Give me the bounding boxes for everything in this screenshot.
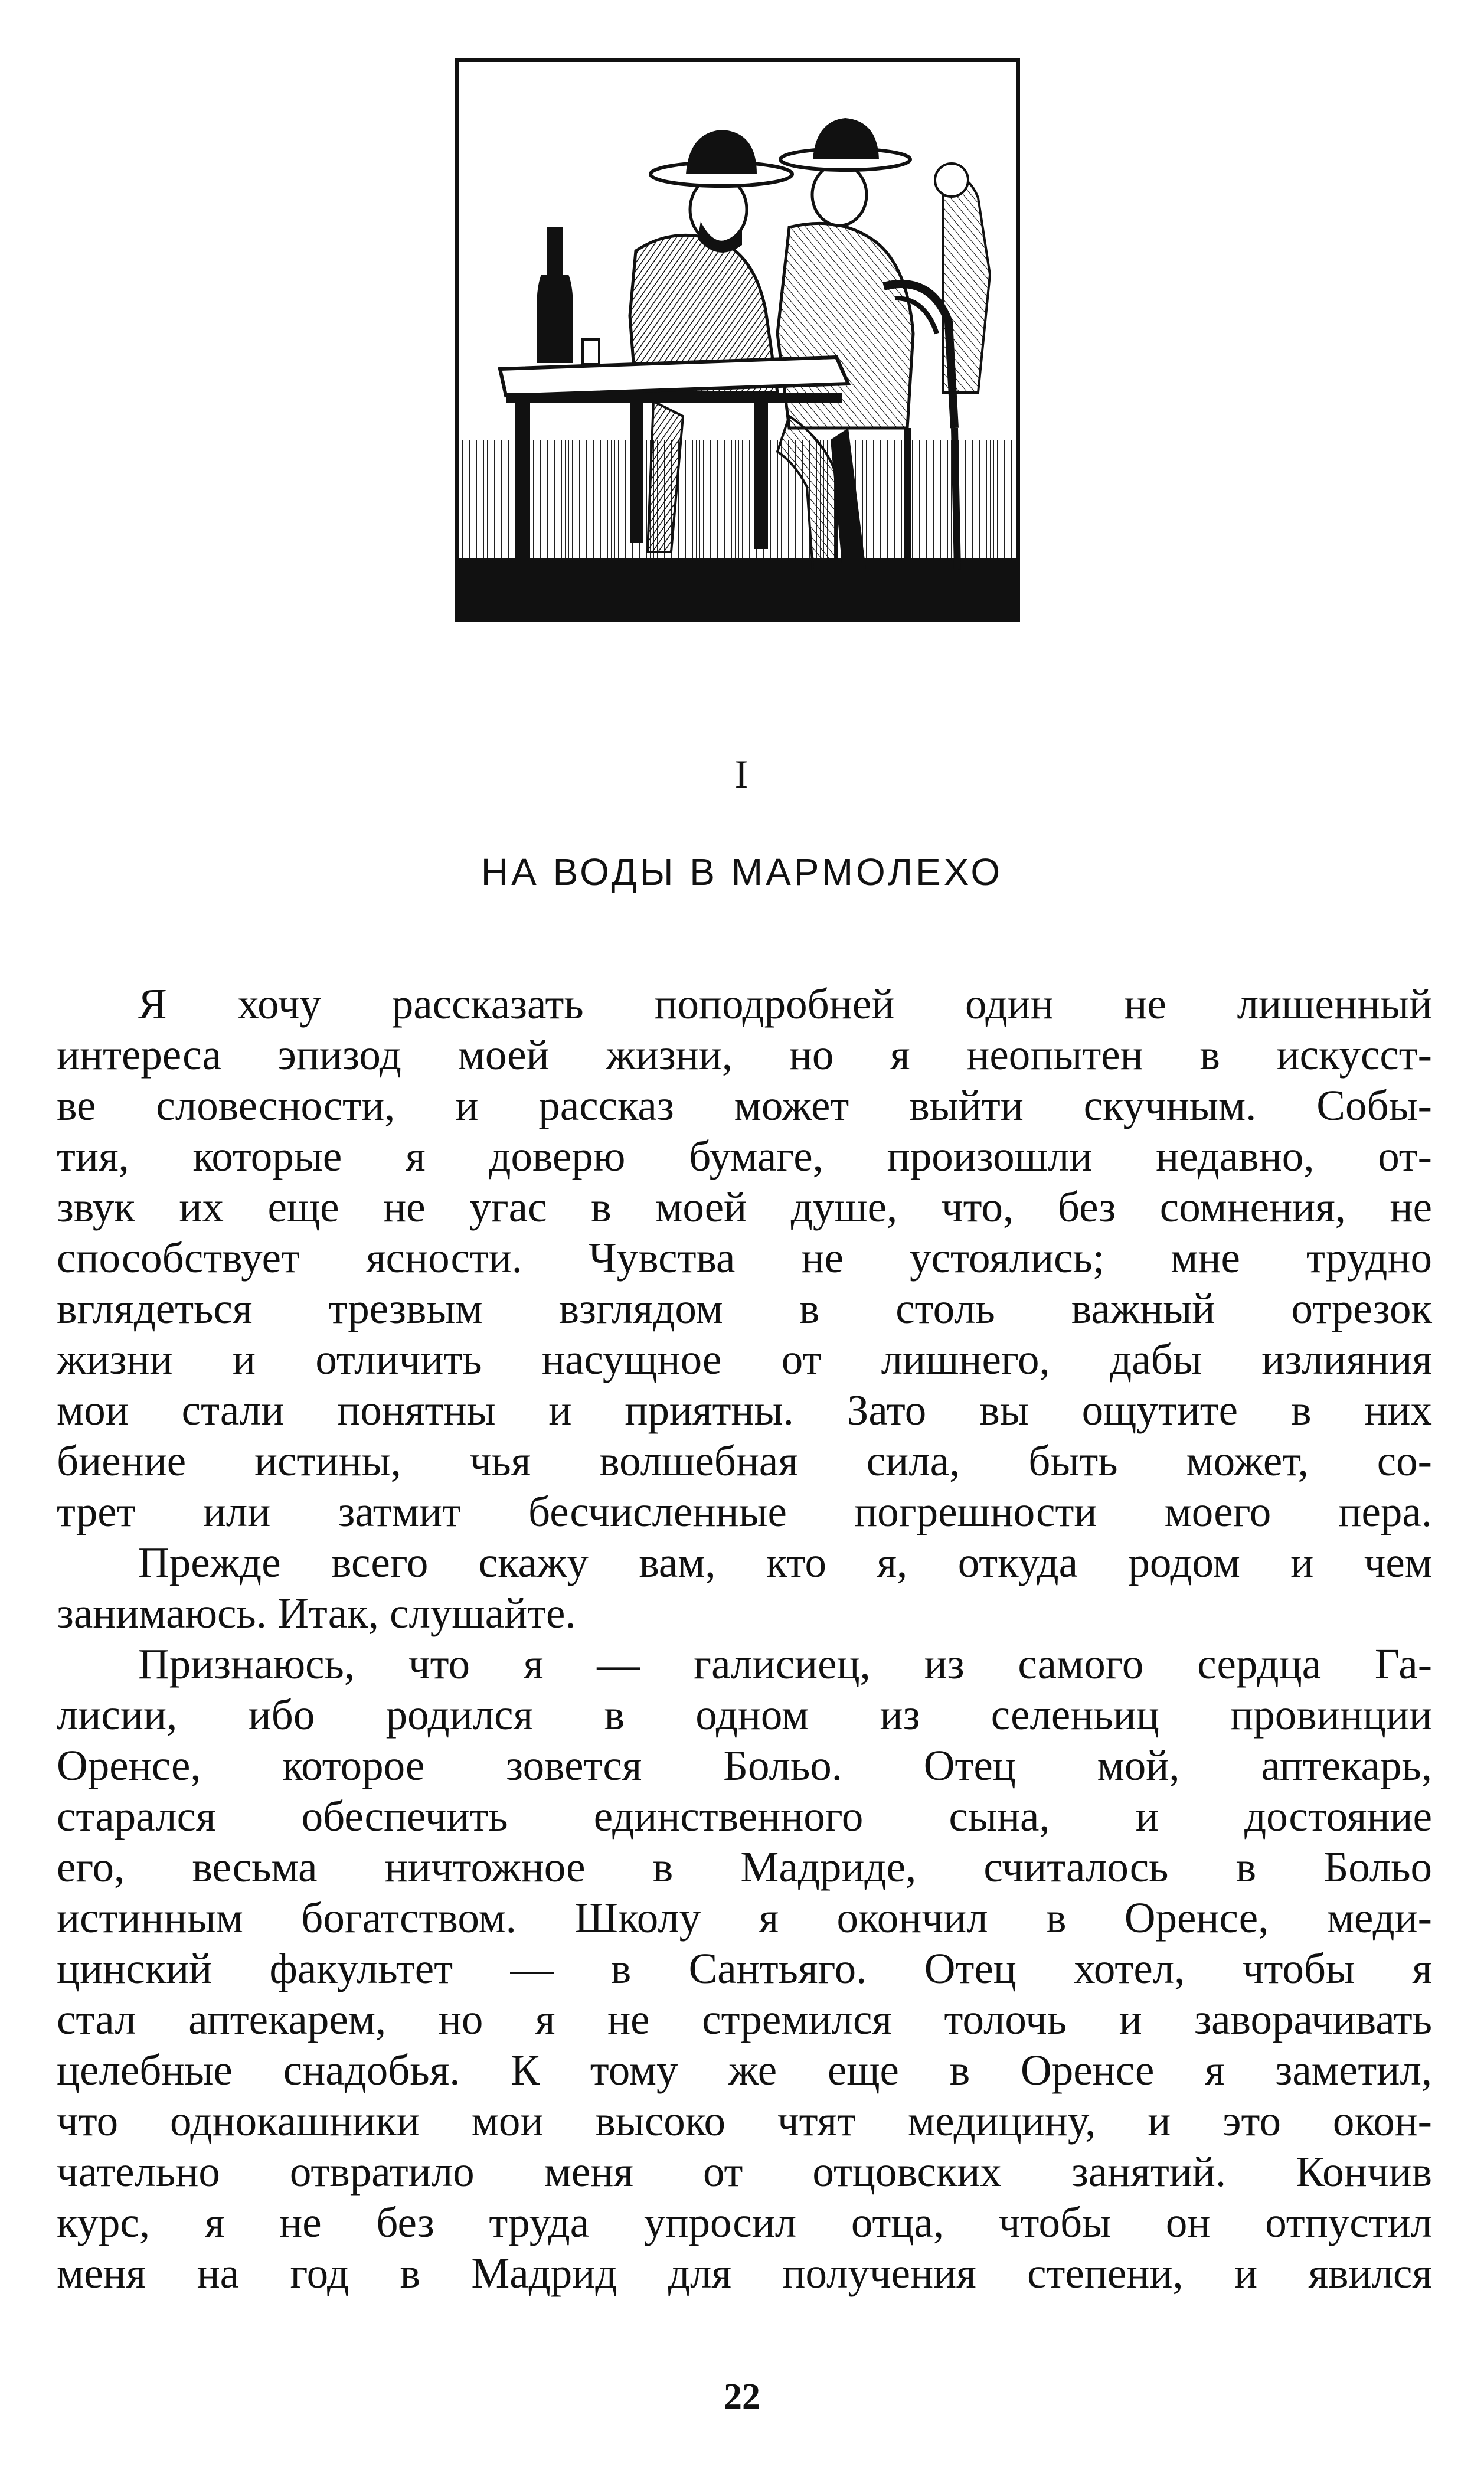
- text-line: занимаюсь. Итак, слушайте.: [57, 1589, 576, 1637]
- text-line: стал аптекарем, но я не стремился толочь и заворачивать: [57, 1995, 1432, 2043]
- chapter-title: НА ВОДЫ В МАРМОЛЕХО: [480, 851, 1004, 893]
- text-line: лисии, ибо родился в одном из селеньиц провинции: [57, 1691, 1432, 1739]
- text-line: интереса эпизод моей жизни, но я неопытен в искусст-: [57, 1031, 1432, 1079]
- text-line: старался обеспечить единственного сына, и достояние: [57, 1792, 1432, 1840]
- text-line: его, весьма ничтожное в Мадриде, считалось в Больо: [57, 1843, 1432, 1891]
- text-line: целебные снадобья. К тому же еще в Оренсе я заметил,: [57, 2046, 1432, 2094]
- text-line: трет или затмит бесчисленные погрешности моего пера.: [57, 1488, 1432, 1535]
- text-line: тия, которые я доверю бумаге, произошли недавно, от-: [57, 1132, 1432, 1180]
- text-line: меня на год в Мадрид для получения степени, и явился: [57, 2249, 1432, 2297]
- text-line: биение истины, чья волшебная сила, быть может, со-: [57, 1437, 1432, 1485]
- text-line: Оренсе, которое зовется Больо. Отец мой, аптекарь,: [57, 1742, 1432, 1789]
- text-line: звук их еще не угас в моей душе, что, без сомнения, не: [57, 1183, 1432, 1231]
- page-number: 22: [724, 2377, 760, 2417]
- body-text: [57, 979, 1432, 2299]
- text-line: Признаюсь, что я — галисиец, из самого сердца Га-: [138, 1640, 1432, 1688]
- text-line: истинным богатством. Школу я окончил в Оренсе, меди-: [57, 1894, 1432, 1942]
- text-line: что однокашники мои высоко чтят медицину, и это окон-: [57, 2097, 1432, 2145]
- text-line: курс, я не без труда упросил отца, чтобы он отпустил: [57, 2198, 1432, 2246]
- text-line: чательно отвратило меня от отцовских занятий. Кончив: [57, 2148, 1432, 2196]
- text-line: цинский факультет — в Сантьяго. Отец хотел, чтобы я: [57, 1945, 1432, 1992]
- illustration-engraving: [455, 58, 1020, 622]
- chapter-number: I: [734, 752, 750, 796]
- text-line: мои стали понятны и приятны. Зато вы ощутите в них: [57, 1386, 1432, 1434]
- text-line: ве словесности, и рассказ может выйти скучным. Собы-: [57, 1082, 1432, 1129]
- engraving-two-men-at-table-icon: [459, 62, 1016, 618]
- text-line: жизни и отличить насущное от лишнего, дабы излияния: [57, 1335, 1432, 1383]
- text-line: способствует ясности. Чувства не устоялись; мне трудно: [57, 1234, 1432, 1282]
- text-line: Прежде всего скажу вам, кто я, откуда родом и чем: [138, 1538, 1432, 1586]
- text-line: Я хочу рассказать поподробней один не лишенный: [138, 980, 1432, 1028]
- text-line: вглядеться трезвым взглядом в столь важный отрезок: [57, 1285, 1432, 1332]
